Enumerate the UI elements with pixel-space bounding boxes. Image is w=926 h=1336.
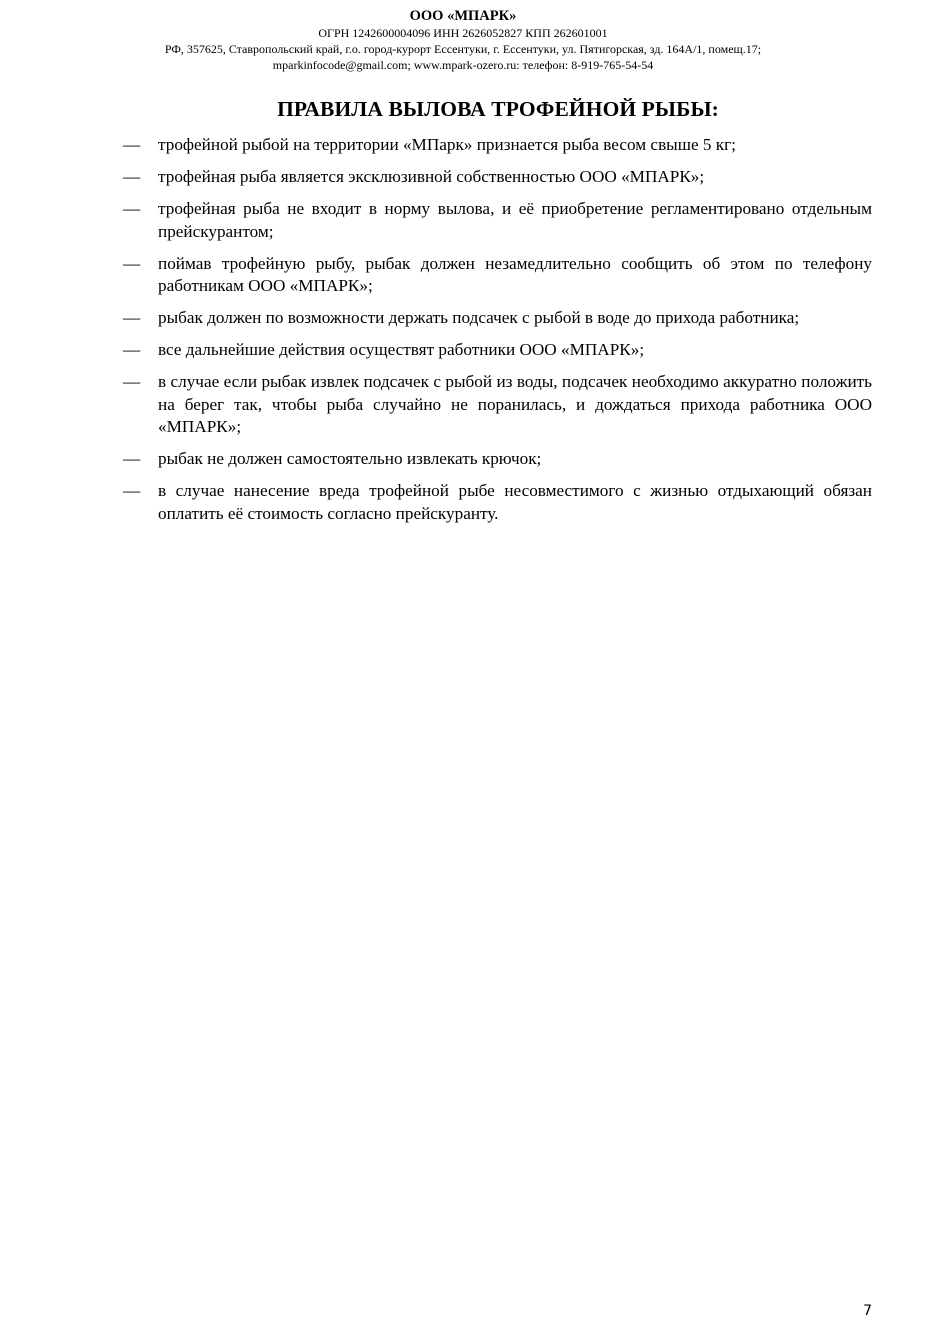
rule-text: трофейная рыба является эксклюзивной собственностью ООО «МПАРК»; (158, 167, 705, 186)
bullet-dash: — (123, 167, 141, 186)
bullet-dash: — (123, 135, 141, 154)
rules-list (123, 134, 872, 535)
bullet-dash: — (123, 308, 141, 327)
rule-text: в случае нанесение вреда трофейной рыбе несовместимого с жизнью отдыхающий обязан оплатить её стоимость согласно прейскуранту. (158, 481, 872, 523)
bullet-dash: — (123, 253, 141, 273)
bullet-dash: — (123, 481, 141, 500)
bullet-dash: — (123, 449, 141, 468)
rule-item (123, 134, 872, 157)
rule-item (123, 253, 872, 298)
rule-text: в случае если рыбак извлек подсачек с рыбой из воды, подсачек необходимо аккуратно положить на берег так, чтобы рыба случайно не поранилась, и дождаться прихода работника ООО «МПАРК»; (158, 372, 872, 436)
rule-item (123, 480, 872, 525)
company-address: РФ, 357625, Ставропольский край, г.о. город-курорт Ессентуки, г. Ессентуки, ул. Пятигорская, зд. 164А/1, помещ.17; (164, 42, 762, 56)
rule-item (123, 448, 872, 471)
rule-text: поймав трофейную рыбу, рыбак должен незамедлительно сообщить об этом по телефону работникам ООО «МПАРК»; (158, 253, 872, 295)
bullet-dash: — (123, 340, 141, 359)
letterhead (0, 8, 926, 73)
registration-numbers: ОГРН 1242600004096 ИНН 2626052827 КПП 262601001 (318, 26, 608, 40)
page-title: ПРАВИЛА ВЫЛОВА ТРОФЕЙНОЙ РЫБЫ: (277, 97, 719, 121)
rule-text: все дальнейшие действия осуществят работники ООО «МПАРК»; (158, 340, 645, 359)
bullet-dash: — (123, 372, 141, 391)
rule-text: рыбак должен по возможности держать подсачек с рыбой в воде до прихода работника; (158, 308, 800, 327)
rule-item (123, 198, 872, 243)
rule-text: рыбак не должен самостоятельно извлекать крючок; (158, 449, 542, 468)
company-contacts: mparkinfocode@gmail.com; www.mpark-ozero.ru: телефон: 8-919-765-54-54 (272, 58, 654, 72)
rule-text: трофейной рыбой на территории «МПарк» признается рыба весом свыше 5 кг; (158, 135, 736, 154)
company-name: ООО «МПАРК» (409, 8, 517, 24)
rule-item (123, 339, 872, 362)
page-number: 7 (863, 1303, 872, 1319)
rule-item (123, 166, 872, 189)
rule-item (123, 371, 872, 439)
rule-item (123, 307, 872, 330)
rule-text: трофейная рыба не входит в норму вылова, и её приобретение регламентировано отдельным прейскурантом; (158, 199, 872, 241)
bullet-dash: — (123, 199, 141, 218)
